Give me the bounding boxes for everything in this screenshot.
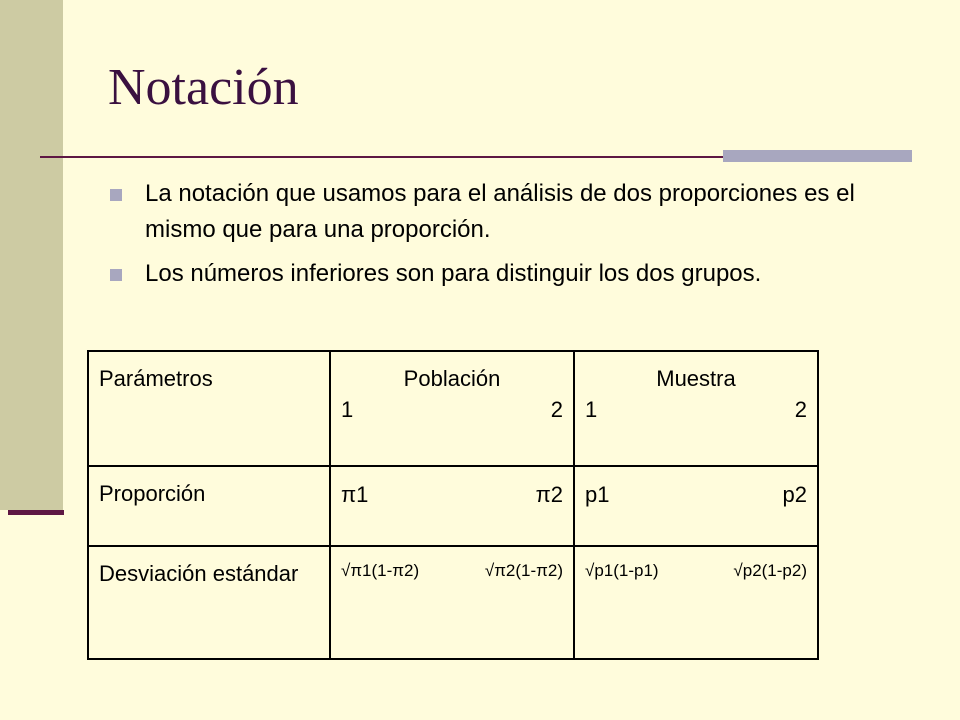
proporcion-poblacion-pair bbox=[341, 480, 563, 511]
header-poblacion-label: Población bbox=[403, 366, 501, 391]
table-row-proporcion bbox=[88, 466, 818, 546]
header-muestra-label: Muestra bbox=[656, 366, 736, 391]
title-divider-accent bbox=[723, 150, 912, 162]
desviacion-sample-1: √p1(1-p1) bbox=[585, 561, 659, 580]
desviacion-pop-2: √π2(1-π2) bbox=[484, 561, 563, 580]
proporcion-muestra-pair bbox=[585, 480, 807, 511]
notation-table bbox=[87, 350, 819, 660]
bullet-item bbox=[110, 176, 900, 248]
proporcion-label: Proporción bbox=[99, 481, 206, 506]
proporcion-pop-1: π1 bbox=[341, 482, 369, 507]
desviacion-poblacion-cell bbox=[330, 546, 574, 659]
proporcion-sample-2: p2 bbox=[782, 482, 807, 507]
table-header-row bbox=[88, 351, 818, 466]
bullet-item bbox=[110, 256, 900, 292]
left-decorative-band bbox=[0, 0, 63, 510]
poblacion-group-numbers bbox=[341, 395, 563, 426]
desviacion-pop-1: √π1(1-π2) bbox=[341, 561, 420, 580]
bullet-text: Los números inferiores son para distinguir los dos grupos. bbox=[145, 260, 762, 287]
desviacion-label: Desviación estándar bbox=[99, 561, 299, 586]
bullet-text: La notación que usamos para el análisis de dos proporciones es el mismo que para una proporción. bbox=[145, 180, 855, 243]
bullet-list bbox=[110, 176, 900, 300]
muestra-group-1: 1 bbox=[585, 396, 598, 422]
muestra-group-2: 2 bbox=[794, 396, 807, 422]
square-bullet-icon bbox=[110, 189, 122, 201]
proporcion-muestra-cell bbox=[574, 466, 818, 546]
desviacion-muestra-cell bbox=[574, 546, 818, 659]
desviacion-poblacion-pair bbox=[341, 559, 563, 583]
header-cell-parametros bbox=[88, 351, 330, 466]
proporcion-poblacion-cell bbox=[330, 466, 574, 546]
poblacion-group-1: 1 bbox=[341, 396, 354, 422]
square-bullet-icon bbox=[110, 269, 122, 281]
slide-title: Notación bbox=[108, 59, 299, 116]
proporcion-pop-2: π2 bbox=[535, 482, 563, 507]
desviacion-label-cell bbox=[88, 546, 330, 659]
muestra-group-numbers bbox=[585, 395, 807, 426]
poblacion-group-2: 2 bbox=[550, 396, 563, 422]
header-cell-poblacion bbox=[330, 351, 574, 466]
header-cell-muestra bbox=[574, 351, 818, 466]
header-parametros-label: Parámetros bbox=[99, 366, 213, 391]
desviacion-muestra-pair bbox=[585, 559, 807, 583]
desviacion-sample-2: √p2(1-p2) bbox=[733, 561, 807, 580]
proporcion-sample-1: p1 bbox=[585, 482, 610, 507]
proporcion-label-cell bbox=[88, 466, 330, 546]
table-row-desviacion bbox=[88, 546, 818, 659]
left-band-accent-line bbox=[8, 510, 64, 515]
